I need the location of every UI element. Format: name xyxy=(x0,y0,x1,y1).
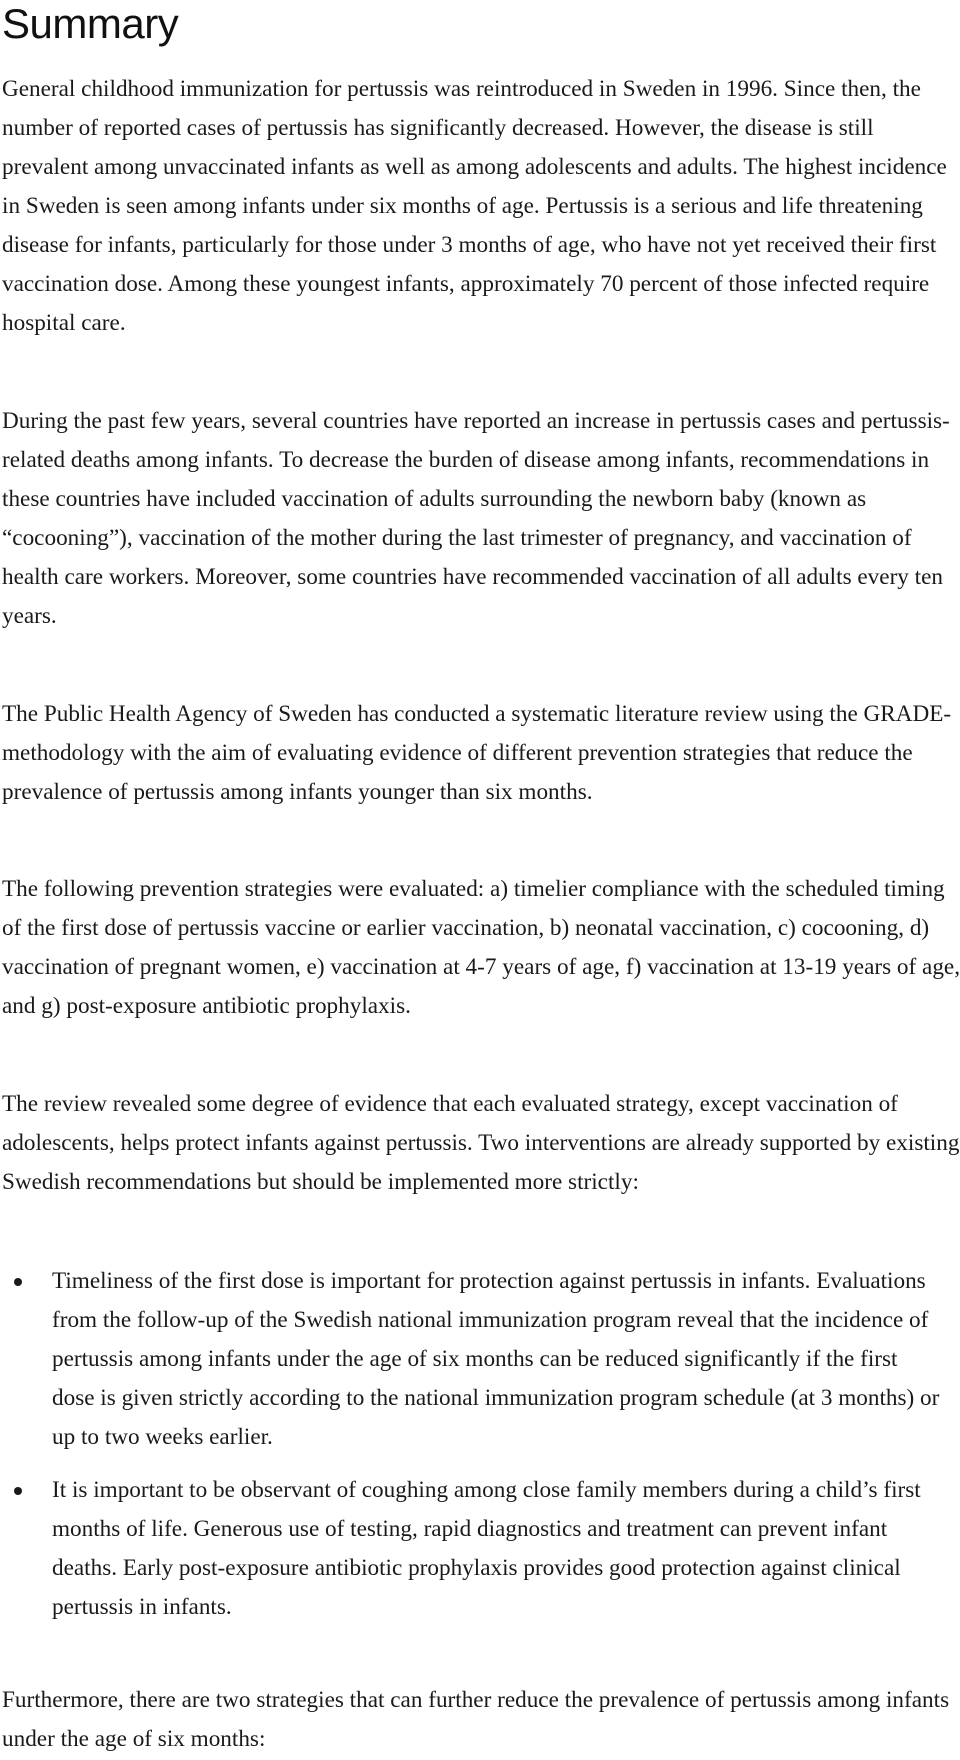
page-title: Summary xyxy=(2,0,179,47)
bullet-icon xyxy=(14,1487,22,1495)
list-item-text: Timeliness of the first dose is important for protection against pertussis in infants. Evaluations from the follow-up of the Swedish national immunization program reveal that the incidence of pertussis among infants under the age of six months can be reduced significantly if the first dose is given strictly according to the national immunization program schedule (at 3 months) or up to two weeks earlier. xyxy=(52,1268,940,1450)
paragraph-closing: Furthermore, there are two strategies that can further reduce the prevalence of pertussis among infants under the age of six months: xyxy=(2,1687,950,1752)
paragraph-strategies: The following prevention strategies were evaluated: a) timelier compliance with the scheduled timing of the first dose of pertussis vaccine or earlier vaccination, b) neonatal vaccination, c) cocooning, d) vaccination of pregnant women, e) vaccination at 4-7 years of age, f) vaccination at 13-19 years of age, and g) post-exposure antibiotic prophylaxis. xyxy=(2,876,960,1019)
paragraph-intro: General childhood immunization for pertussis was reintroduced in Sweden in 1996. Since then, the number of reported cases of pertussis has significantly decreased. However, the disease is still prevalent among unvaccinated infants as well as among adolescents and adults. The highest incidence in Sweden is seen among infants under six months of age. Pertussis is a serious and life threatening disease for infants, particularly for those under 3 months of age, who have not yet received their first vaccination dose. Among these youngest infants, approximately 70 percent of those infected require hospital care. xyxy=(2,76,947,336)
list-item-text: It is important to be observant of coughing among close family members during a child’s first months of life. Generous use of testing, rapid diagnostics and treatment can prevent infant deaths. Early post-exposure antibiotic prophylaxis provides good protection against clinical pertussis in infants. xyxy=(52,1477,921,1620)
bullet-icon xyxy=(14,1278,22,1286)
list-item xyxy=(0,1262,942,1457)
recommendation-list xyxy=(0,1262,960,1641)
list-item xyxy=(0,1471,942,1627)
paragraph-findings: The review revealed some degree of evidence that each evaluated strategy, except vaccination of adolescents, helps protect infants against pertussis. Two interventions are already supported by existing Swedish recommendations but should be implemented more strictly: xyxy=(2,1091,960,1195)
paragraph-international: During the past few years, several countries have reported an increase in pertussis cases and pertussis-related deaths among infants. To decrease the burden of disease among infants, recommendations in these countries have included vaccination of adults surrounding the newborn baby (known as “cocooning”), vaccination of the mother during the last trimester of pregnancy, and vaccination of health care workers. Moreover, some countries have recommended vaccination of all adults every ten years. xyxy=(2,408,950,629)
paragraph-review-aim: The Public Health Agency of Sweden has conducted a systematic literature review using the GRADE-methodology with the aim of evaluating evidence of different prevention strategies that reduce the prevalence of pertussis among infants younger than six months. xyxy=(2,701,952,805)
